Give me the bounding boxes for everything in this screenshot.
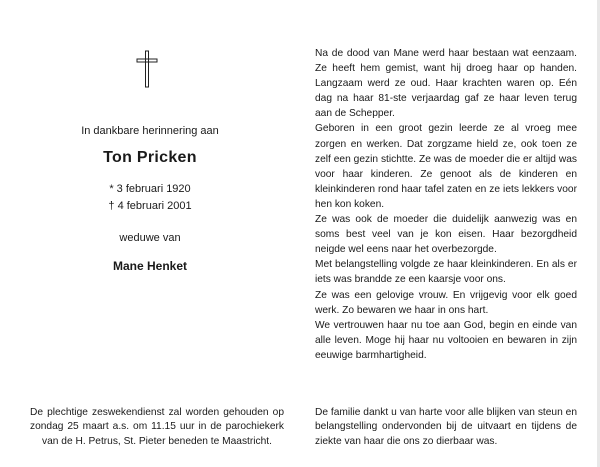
birth-date: * 3 februari 1920 [109,183,191,195]
thanks-text: De familie dankt u van harte voor alle blijken van steun en belangstelling ondervonden bij de uitvaart en tijdens de ziekte van haar die ons zo dierbaar was. [315,407,577,447]
memorial-paragraph: Ze was een gelovige vrouw. En vrijgevig voor elk goed werk. Zo bewaren we haar in ons hart. [315,289,577,316]
cross-icon [136,50,158,88]
intro-text: In dankbare herinnering aan [81,125,219,137]
memorial-paragraph: Geboren in een groot gezin leerde ze al vroeg mee zorgen en werken. Dat zorgzame hield ze, ook toen ze zelf een gezin stichtte. Ze was de moeder die er altijd was voor haar kinderen. Ze genoot als de kinderen en kleinkinderen rond haar tafel zaten en ze iets lekkers voor hen kon koken. [315,123,577,210]
memorial-text [315,46,577,363]
memorial-paragraph: Ze was ook de moeder die duidelijk aanwezig was en soms best veel van je kon eisen. Haar bezorgdheid neigde wel eens naar het overbezorgde. [315,214,577,256]
deceased-name: Ton Pricken [103,149,197,166]
memorial-paragraph: Na de dood van Mane werd haar bestaan wat eenzaam. Ze heeft hem gemist, want hij droeg haar op handen. Langzaam werd ze oud. Haar krachten waren op. Eén dag na haar 81-ste verjaardag gaf ze haar leven terug aan de Schepper. [315,48,577,120]
spouse-name: Mane Henket [112,259,188,273]
memorial-paragraph: Met belangstelling volgde ze haar kleinkinderen. En als er iets was brandde ze een kaarsje voor ons. [315,259,577,286]
relation-text: weduwe van [119,232,181,244]
death-date: † 4 februari 2001 [108,200,192,212]
memorial-paragraph: We vertrouwen haar nu toe aan God, begin en einde van alle leven. Moge hij haar nu voltooien en bewaren in zijn eeuwige barmhartigheid. [315,319,577,361]
service-announcement: De plechtige zeswekendienst zal worden gehouden op zondag 25 maart a.s. om 11.15 uur in de parochiekerk van de H. Petrus, St. Pieter beneden te Maastricht. [30,407,284,447]
